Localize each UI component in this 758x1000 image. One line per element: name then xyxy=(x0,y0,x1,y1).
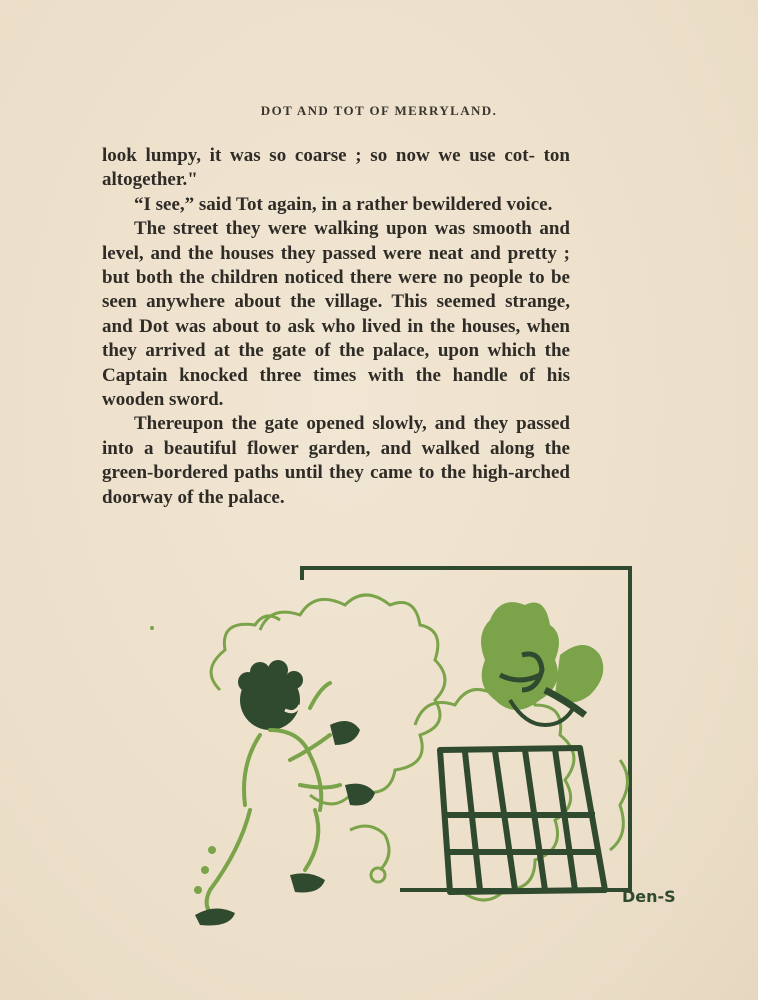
garden-gate xyxy=(440,748,605,892)
paragraph-continued: look lumpy, it was so coarse ; so now we use cot- ton altogether." xyxy=(102,145,570,191)
paragraph-gate: Thereupon the gate opened slowly, and they passed into a beautiful flower garden, and walked along the green-bordered paths until they came to the high-arched doorway of the palace. xyxy=(102,413,570,508)
boy-figure xyxy=(194,660,375,926)
artist-signature: Den-S xyxy=(622,887,676,906)
garden-illustration xyxy=(150,560,676,950)
body-text xyxy=(102,144,570,510)
running-head: DOT AND TOT OF MERRYLAND. xyxy=(260,103,498,118)
paragraph-i-see: “I see,” said Tot again, in a rather bewildered voice. xyxy=(134,193,553,215)
paragraph-street: The street they were walking upon was smooth and level, and the houses they passed were neat and pretty ; but both the children noticed there were no people to be seen anywhere about the village. This seemed strange, and Dot was about to ask who lived in the houses, when they arrived at the gate of the palace, upon which the Captain knocked three times with the handle of his wooden sword. xyxy=(102,218,570,411)
